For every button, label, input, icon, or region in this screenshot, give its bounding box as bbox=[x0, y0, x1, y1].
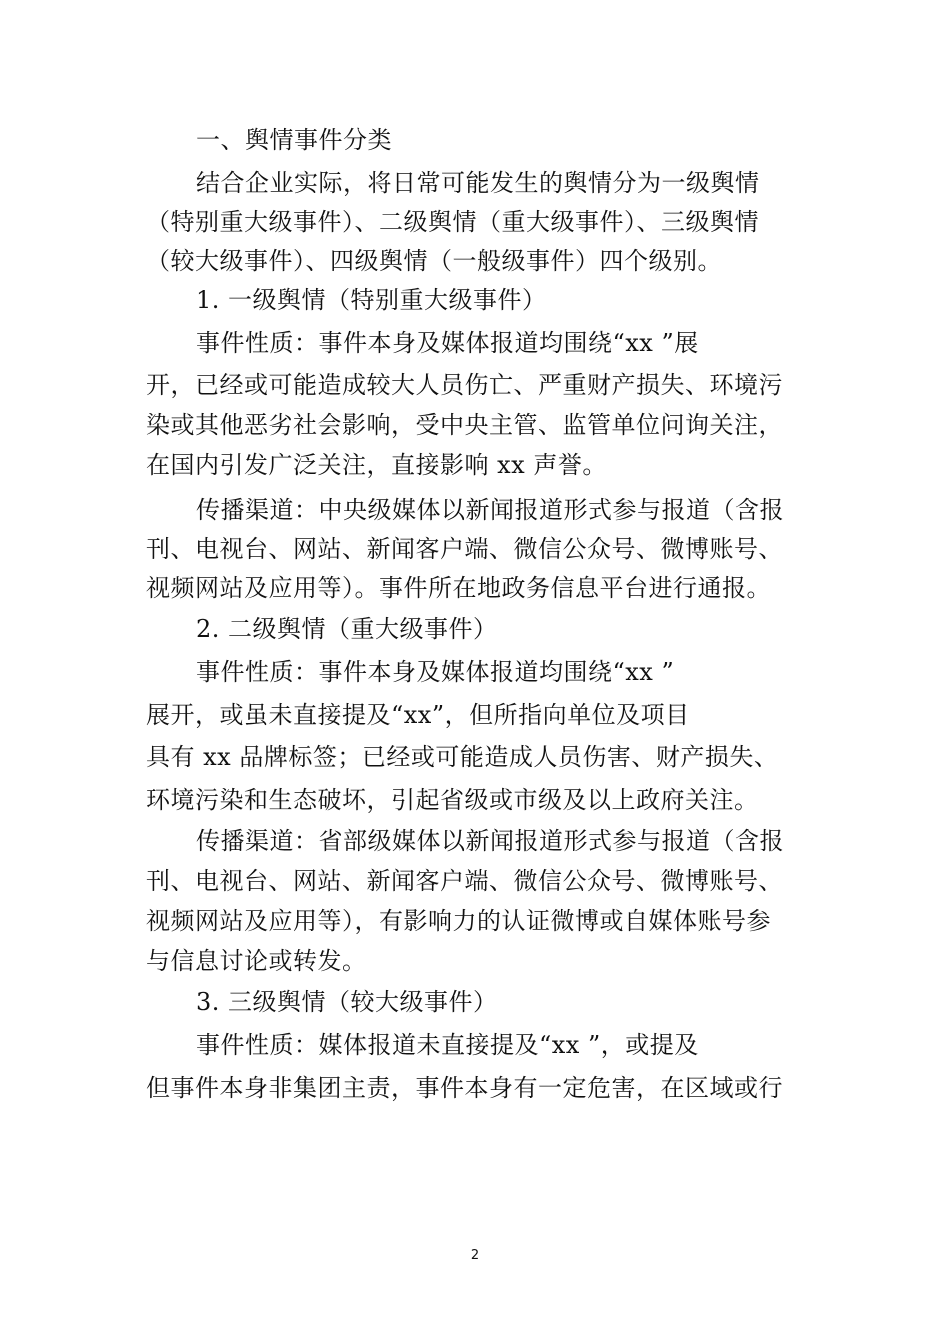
section-heading-classification: 一、舆情事件分类 bbox=[196, 126, 392, 154]
subheading-level-3: 3. 三级舆情（较大级事件） bbox=[196, 988, 498, 1016]
subheading-level-2: 2. 二级舆情（重大级事件） bbox=[196, 615, 498, 643]
paragraph-line: （较大级事件）、四级舆情（一般级事件）四个级别。 bbox=[146, 247, 722, 275]
paragraph-line: 事件性质：媒体报道未直接提及“xx ”，或提及 bbox=[196, 1031, 699, 1059]
paragraph-line: 事件性质：事件本身及媒体报道均围绕“xx ”展 bbox=[196, 329, 699, 357]
paragraph-line: 展开，或虽未直接提及“xx”，但所指向单位及项目 bbox=[146, 701, 690, 729]
paragraph-line: 视频网站及应用等）。事件所在地政务信息平台进行通报。 bbox=[146, 574, 771, 602]
paragraph-line: 在国内引发广泛关注，直接影响 xx 声誉。 bbox=[146, 451, 607, 479]
paragraph-line: 但事件本身非集团主责，事件本身有一定危害，在区域或行 bbox=[146, 1074, 783, 1102]
paragraph-line: 开，已经或可能造成较大人员伤亡、严重财产损失、环境污 bbox=[146, 371, 783, 399]
page-number: 2 bbox=[470, 1248, 480, 1263]
paragraph-line: 染或其他恶劣社会影响，受中央主管、监管单位问询关注， bbox=[146, 411, 783, 439]
paragraph-line: 传播渠道：中央级媒体以新闻报道形式参与报道（含报 bbox=[196, 496, 784, 524]
paragraph-line: 与信息讨论或转发。 bbox=[146, 947, 367, 975]
paragraph-line: 刊、电视台、网站、新闻客户端、微信公众号、微博账号、 bbox=[146, 867, 783, 895]
paragraph-line: （特别重大级事件）、二级舆情（重大级事件）、三级舆情 bbox=[146, 208, 759, 236]
paragraph-line: 视频网站及应用等），有影响力的认证微博或自媒体账号参 bbox=[146, 907, 771, 935]
paragraph-line: 环境污染和生态破坏，引起省级或市级及以上政府关注。 bbox=[146, 786, 759, 814]
paragraph-line: 传播渠道：省部级媒体以新闻报道形式参与报道（含报 bbox=[196, 827, 784, 855]
paragraph-line: 事件性质：事件本身及媒体报道均围绕“xx ” bbox=[196, 658, 675, 686]
paragraph-line: 刊、电视台、网站、新闻客户端、微信公众号、微博账号、 bbox=[146, 535, 783, 563]
paragraph-line: 具有 xx 品牌标签；已经或可能造成人员伤害、财产损失、 bbox=[146, 743, 779, 771]
subheading-level-1: 1. 一级舆情（特别重大级事件） bbox=[196, 286, 547, 314]
paragraph-line: 结合企业实际，将日常可能发生的舆情分为一级舆情 bbox=[196, 169, 760, 197]
